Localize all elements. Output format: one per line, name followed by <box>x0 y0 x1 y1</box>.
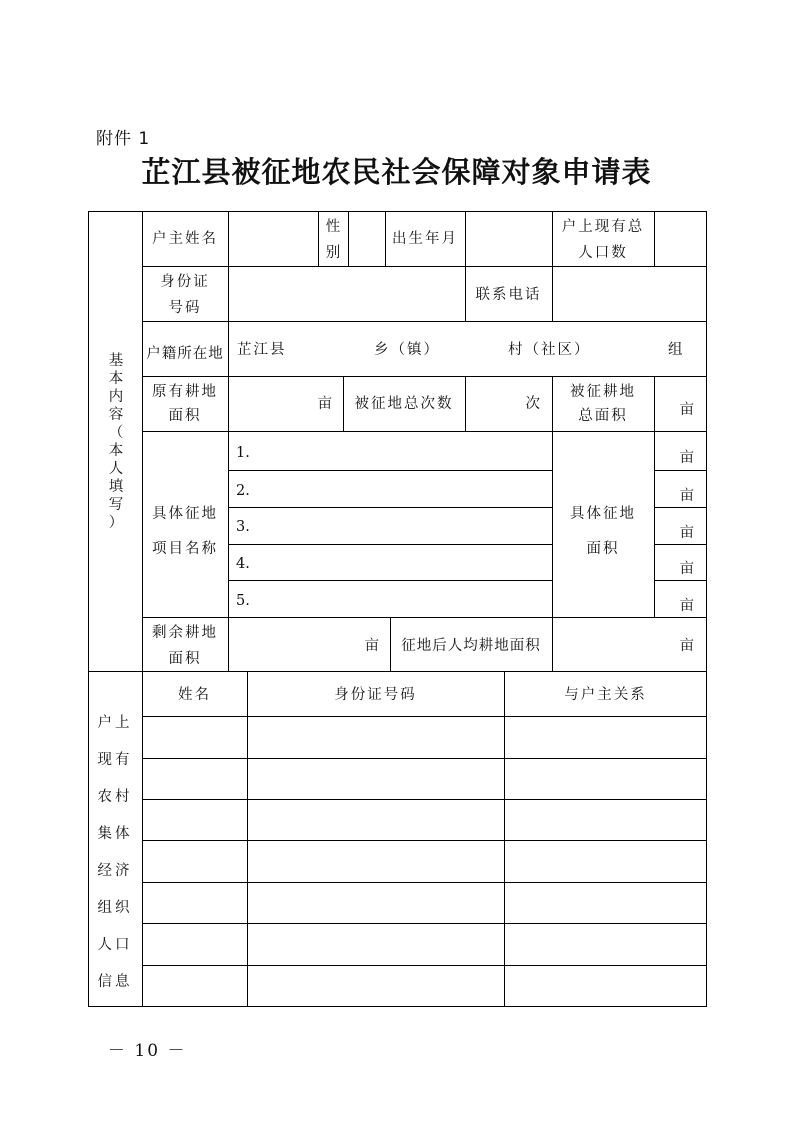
project-area-label-line2: 面积 <box>586 541 620 557</box>
page-number: － 10 － <box>108 1041 187 1061</box>
id-number-label-line2: 号码 <box>168 300 202 316</box>
remaining-farmland-unit: 亩 <box>364 638 381 654</box>
original-farmland-label-line1: 原有耕地 <box>152 384 218 400</box>
project-area-unit-4: 亩 <box>679 561 696 577</box>
per-capita-farmland-unit: 亩 <box>679 638 696 654</box>
project-item-2: 2. <box>236 483 250 499</box>
household-population-label-line1: 户上现有总 <box>561 219 645 235</box>
birth-date-label: 出生年月 <box>392 231 458 247</box>
village-text: 村（社区） <box>508 342 591 358</box>
project-area-unit-2: 亩 <box>679 488 696 504</box>
project-area-unit-3: 亩 <box>679 525 696 541</box>
project-item-4: 4. <box>236 556 250 572</box>
township-text: 乡（镇） <box>374 342 440 358</box>
householder-name-label: 户主姓名 <box>152 231 218 247</box>
gender-label-line2: 别 <box>325 245 341 261</box>
remaining-farmland-label-line2: 面积 <box>168 651 202 667</box>
section2-side-label: 户上 现有 农村 集体 经济 组织 人口 信息 <box>97 715 133 990</box>
group-text: 组 <box>668 342 685 358</box>
expropriation-times-unit: 次 <box>525 396 542 412</box>
project-item-1: 1. <box>236 445 250 461</box>
project-area-unit-1: 亩 <box>679 450 696 466</box>
section1-side-label: 基 本 内 容 （ 本 人 填 写 ） <box>108 353 124 531</box>
project-area-label-line1: 具体征地 <box>570 506 636 522</box>
original-farmland-label-line2: 面积 <box>168 408 202 424</box>
attachment-label: 附件 1 <box>96 129 151 149</box>
household-population-label-line2: 人口数 <box>578 245 628 261</box>
expropriation-times-label: 被征地总次数 <box>354 396 454 412</box>
column-header-name: 姓名 <box>178 687 211 703</box>
remaining-farmland-label-line1: 剩余耕地 <box>152 625 218 641</box>
phone-label: 联系电话 <box>475 287 542 303</box>
project-item-3: 3. <box>236 519 250 535</box>
project-area-unit-5: 亩 <box>679 598 696 614</box>
residence-label: 户籍所在地 <box>146 346 224 362</box>
column-header-relation: 与户主关系 <box>564 687 647 703</box>
project-name-label-line1: 具体征地 <box>152 506 218 522</box>
original-farmland-unit: 亩 <box>317 396 334 412</box>
per-capita-farmland-label: 征地后人均耕地面积 <box>401 638 541 654</box>
total-expropriated-unit: 亩 <box>679 402 696 418</box>
table-border <box>89 212 707 1007</box>
column-header-id-number: 身份证号码 <box>334 687 417 703</box>
total-expropriated-label-line2: 总面积 <box>578 408 628 424</box>
county-text: 芷江县 <box>237 342 287 358</box>
id-number-label-line1: 身份证 <box>160 274 210 290</box>
form-title: 芷江县被征地农民社会保障对象申请表 <box>141 155 652 189</box>
project-name-label-line2: 项目名称 <box>152 541 218 557</box>
project-item-5: 5. <box>236 593 250 609</box>
gender-label-line1: 性 <box>325 219 341 235</box>
total-expropriated-label-line1: 被征耕地 <box>570 384 636 400</box>
